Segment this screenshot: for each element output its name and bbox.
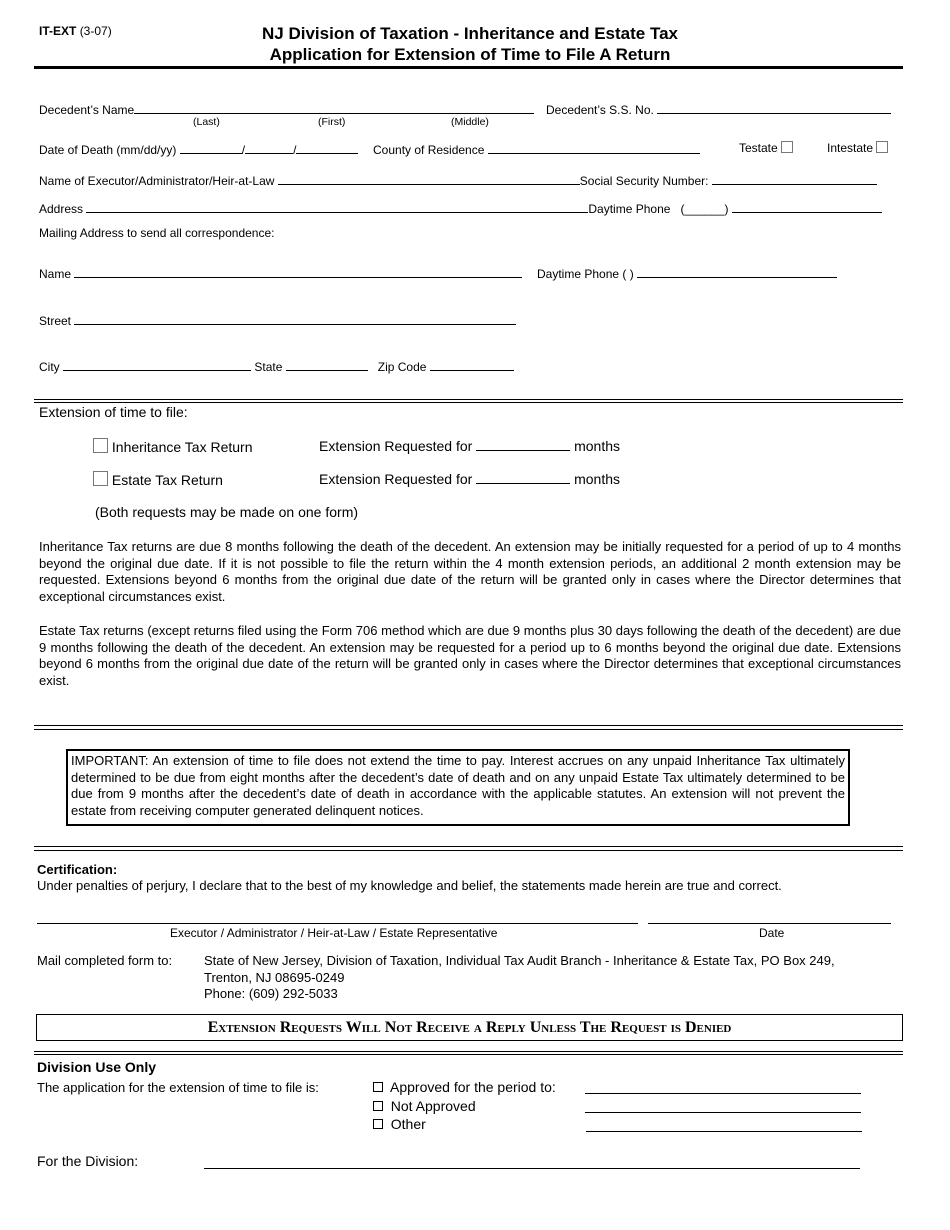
- form-id: IT-EXT (3-07): [39, 24, 112, 38]
- other-checkbox[interactable]: [373, 1119, 383, 1129]
- estate-months-label: months: [574, 471, 621, 487]
- testate-checkbox[interactable]: [781, 141, 793, 153]
- certification-heading: Certification:: [37, 862, 118, 877]
- first-name-caption: (First): [318, 116, 346, 128]
- not-approved-line[interactable]: [585, 1112, 861, 1113]
- estate-months-field[interactable]: [476, 472, 570, 484]
- inheritance-request-row: [319, 438, 620, 454]
- not-approved-option[interactable]: [373, 1097, 556, 1116]
- decedent-ssn-label: Decedent’s S.S. No.: [546, 103, 654, 117]
- other-line[interactable]: [586, 1131, 862, 1132]
- intestate-label: Intestate: [827, 141, 874, 155]
- section-divider-4: [34, 1051, 903, 1052]
- other-label: Other: [390, 1116, 426, 1132]
- mailing-zip-field[interactable]: [430, 359, 514, 371]
- testate-option[interactable]: [739, 141, 793, 155]
- dod-day-field[interactable]: [245, 142, 293, 154]
- approved-checkbox[interactable]: [373, 1082, 383, 1092]
- inheritance-requested-label: Extension Requested for: [319, 438, 473, 454]
- header-rule: [34, 66, 903, 69]
- estate-option[interactable]: [93, 471, 223, 488]
- inheritance-months-field[interactable]: [476, 439, 570, 451]
- mailing-street-row: [39, 313, 516, 328]
- mailing-state-label: State: [254, 360, 283, 374]
- extension-heading: Extension of time to file:: [39, 404, 188, 420]
- section-divider-2: [34, 725, 903, 726]
- section-divider-3b: [34, 850, 903, 851]
- mailing-street-label: Street: [39, 314, 72, 328]
- other-option[interactable]: [373, 1115, 556, 1134]
- signer-caption: Executor / Administrator / Heir-at-Law / Estate Representative: [170, 926, 498, 940]
- estate-requested-label: Extension Requested for: [319, 471, 473, 487]
- section-divider-1b: [34, 402, 903, 403]
- title-line-1: NJ Division of Taxation - Inheritance and Estate Tax: [262, 24, 678, 43]
- section-divider-3: [34, 846, 903, 847]
- section-divider-4b: [34, 1054, 903, 1055]
- mail-address-line-1: State of New Jersey, Division of Taxation, Individual Tax Audit Branch - Inheritance & Estate Tax, PO Box 249,: [204, 953, 835, 968]
- mailing-phone-field[interactable]: [637, 266, 837, 278]
- mailing-street-field[interactable]: [74, 313, 516, 325]
- decedent-name-field[interactable]: [134, 102, 534, 114]
- last-name-caption: (Last): [193, 116, 220, 128]
- estate-paragraph: Estate Tax returns (except returns filed using the Form 706 method which are due 9 months plus 30 days following the death of the decedent) are due 9 months following the death of the decedent. An extension may be requested for a period up to 6 months beyond the original due date. Extensions beyond 6 months from the original due date of the return will be granted only in cases where the Director determines that exceptional circumstances exist.: [39, 623, 901, 688]
- executor-ssn-field[interactable]: [712, 173, 877, 185]
- intestate-checkbox[interactable]: [876, 141, 888, 153]
- section-divider-2b: [34, 729, 903, 730]
- mailing-phone-label: Daytime Phone ( ): [537, 267, 634, 281]
- title-line-2: Application for Extension of Time to File A Return: [269, 45, 671, 64]
- county-row: [373, 142, 700, 157]
- form-revision: (3-07): [79, 24, 112, 38]
- both-requests-note: (Both requests may be made on one form): [95, 504, 359, 520]
- mail-to-label: Mail completed form to:: [37, 953, 173, 968]
- important-notice: IMPORTANT: An extension of time to file does not extend the time to pay. Interest accrues on any unpaid Inheritance Tax ultimately determined to be due from eight months after the decedent’s date of death and on any unpaid Estate Tax ultimately determined to be due from 9 months after the decedent’s date of death in accordance with the applicable statutes. An extension will not prevent the estate from receiving computer generated delinquent notices.: [66, 749, 850, 826]
- middle-name-caption: (Middle): [451, 116, 489, 128]
- date-caption: Date: [759, 926, 785, 940]
- county-field[interactable]: [488, 142, 700, 154]
- for-division-line[interactable]: [204, 1168, 860, 1169]
- mail-phone: Phone: (609) 292-5033: [204, 986, 338, 1001]
- decedent-ssn-field[interactable]: [657, 102, 891, 114]
- inheritance-option[interactable]: [93, 438, 253, 455]
- mailing-zip-label: Zip Code: [377, 360, 427, 374]
- decedent-name-row: [39, 102, 534, 117]
- county-label: County of Residence: [373, 143, 485, 157]
- executor-phone-label: Daytime Phone: [588, 202, 671, 216]
- approved-label: Approved for the period to:: [390, 1079, 556, 1095]
- inheritance-label: Inheritance Tax Return: [111, 439, 253, 455]
- executor-phone-area[interactable]: (______): [680, 202, 729, 216]
- executor-address-row: [39, 201, 882, 216]
- division-heading: Division Use Only: [37, 1059, 157, 1075]
- mailing-name-row: [39, 266, 522, 281]
- estate-request-row: [319, 471, 620, 487]
- decedent-name-label: Decedent’s Name: [39, 103, 135, 117]
- dod-month-field[interactable]: [180, 142, 242, 154]
- inheritance-months-label: months: [574, 438, 621, 454]
- inheritance-checkbox[interactable]: [93, 438, 108, 453]
- mailing-name-field[interactable]: [74, 266, 522, 278]
- executor-name-label: Name of Executor/Administrator/Heir-at-Law: [39, 174, 275, 188]
- inheritance-paragraph: Inheritance Tax returns are due 8 months following the death of the decedent. An extension may be initially requested for a period of up to 4 months beyond the original due date. If it is not possible to file the return within the 4 month extension periods, an additional 2 month extension may be requested. Extensions beyond 6 months from the original due date of the return will be granted only in cases where the Director determines that exceptional circumstances exist.: [39, 539, 901, 604]
- mail-address-line-2: Trenton, NJ 08695-0249: [204, 969, 345, 985]
- signature-line[interactable]: [37, 923, 638, 924]
- status-options: [373, 1078, 556, 1134]
- mailing-heading: Mailing Address to send all correspondence:: [39, 226, 275, 240]
- not-approved-label: Not Approved: [390, 1097, 476, 1114]
- mail-address: [204, 953, 835, 1003]
- certification-text: Under penalties of perjury, I declare that to the best of my knowledge and belief, the statements made herein are true and correct.: [37, 878, 782, 893]
- testate-label: Testate: [739, 141, 778, 155]
- decedent-ssn-row: [546, 102, 891, 117]
- estate-checkbox[interactable]: [93, 471, 108, 486]
- executor-name-field[interactable]: [278, 173, 580, 185]
- approved-period-line[interactable]: [585, 1093, 861, 1094]
- date-line[interactable]: [648, 923, 891, 924]
- approved-option[interactable]: [373, 1078, 556, 1097]
- reply-notice-banner: Extension Requests Will Not Receive a Reply Unless The Request is Denied: [36, 1014, 903, 1041]
- estate-label: Estate Tax Return: [111, 472, 223, 488]
- mailing-city-field[interactable]: [63, 359, 251, 371]
- mailing-name-label: Name: [39, 267, 72, 281]
- executor-name-row: [39, 173, 877, 188]
- dod-year-field[interactable]: [296, 142, 358, 154]
- section-divider-1: [34, 399, 903, 400]
- mailing-city-row: [39, 359, 514, 374]
- executor-address-label: Address: [39, 202, 84, 216]
- executor-address-field[interactable]: [86, 201, 588, 213]
- not-approved-checkbox[interactable]: [373, 1101, 383, 1111]
- for-division-label: For the Division:: [37, 1153, 139, 1169]
- executor-phone-field[interactable]: [732, 201, 882, 213]
- date-of-death-row: Date of Death (mm/dd/yy) / /: [39, 142, 358, 157]
- mailing-state-field[interactable]: [286, 359, 368, 371]
- executor-ssn-label: Social Security Number:: [579, 174, 709, 188]
- date-of-death-label: Date of Death (mm/dd/yy): [39, 143, 177, 157]
- mailing-phone-row: [537, 266, 837, 281]
- intestate-option[interactable]: [827, 141, 888, 155]
- application-status-label: The application for the extension of time to file is:: [37, 1080, 319, 1095]
- mailing-city-label: City: [39, 360, 60, 374]
- page-title: [0, 23, 940, 65]
